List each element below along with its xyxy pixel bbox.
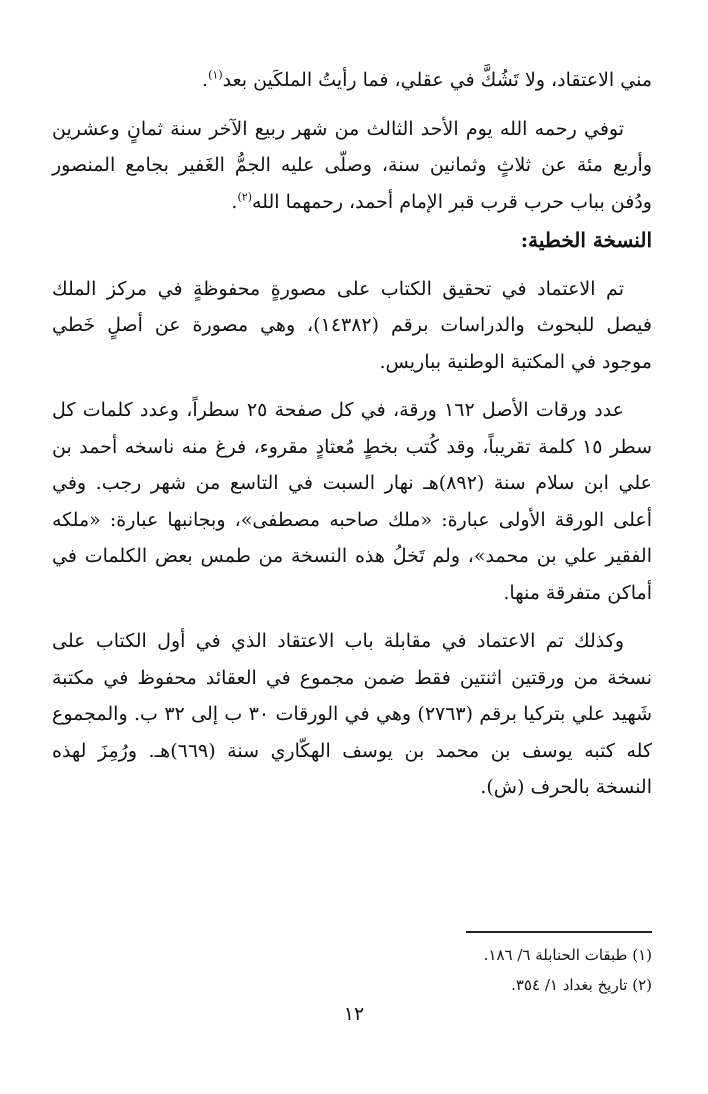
paragraph-3: تم الاعتماد في تحقيق الكتاب على مصورةٍ محفوظةٍ في مركز الملك فيصل للبحوث والدراسات برقم (١٤٣٨٢)، وهي مصورة عن أصلٍ خَطي موجود في المكتبة الوطنية بباريس. [52, 277, 652, 373]
paragraph-2-tail: . [231, 190, 238, 213]
paragraph-2-text: توفي رحمه الله يوم الأحد الثالث من شهر ربيع الآخر سنة ثمانٍ وعشرين وأربع مئة عن ثلاثٍ وثمانين سنة، وصلّى عليه الجمُّ الغَفير بجامع المنصور ودُفن بباب حرب قرب قبر الإمام أحمد، رحمهما الله [52, 117, 652, 213]
page-number: ١٢ [343, 1003, 365, 1025]
footnotes [252, 940, 652, 1000]
paragraph-2 [52, 111, 652, 221]
footnote-1: (١) طبقات الحنابلة ٦/ ١٨٦. [483, 946, 652, 964]
section-heading: النسخة الخطية: [520, 228, 652, 252]
footnote-divider [466, 931, 652, 933]
paragraph-1-text: مني الاعتقاد، ولا تَشُكَّ في عقلي، فما رأيتُ الملكَين بعد [222, 69, 652, 91]
paragraph-1-tail: . [202, 69, 209, 91]
page-body [52, 62, 652, 806]
footnote-ref-2: (٢) [237, 190, 252, 204]
footnote-ref-1: (١) [208, 68, 223, 82]
paragraph-1 [52, 62, 652, 99]
paragraph-4: عدد ورقات الأصل ١٦٢ ورقة، في كل صفحة ٢٥ سطراً، وعدد كلمات كل سطر ١٥ كلمة تقريباً، وقد كُتب بخطٍ مُعتادٍ مقروء، فرغ منه ناسخه أحمد بن علي ابن سلام سنة (٨٩٢)هـ نهار السبت في التاسع من شهر رجب. وفي أعلى الورقة الأولى عبارة: «ملك صاحبه مصطفى»، وبجانبها عبارة: «ملكه الفقير علي بن محمد»، ولم تَخلُ هذه النسخة من طمس بعض الكلمات في أماكن متفرقة منها. [52, 399, 652, 604]
footnote-2: (٢) تاريخ بغداد ١/ ٣٥٤. [511, 976, 652, 994]
paragraph-5: وكذلك تم الاعتماد في مقابلة باب الاعتقاد الذي في أول الكتاب على نسخة من ورقتين اثنتين فقط ضمن مجموع في العقائد محفوظ في مكتبة شَهيد علي بتركيا برقم (٢٧٦٣) وهي في الورقات ٣٠ ب إلى ٣٢ ب. والمجموع كله كتبه يوسف بن محمد بن يوسف الهكّاري سنة (٦٦٩)هـ. ورُمِزَ لهذه النسخة بالحرف (ش). [52, 630, 652, 798]
